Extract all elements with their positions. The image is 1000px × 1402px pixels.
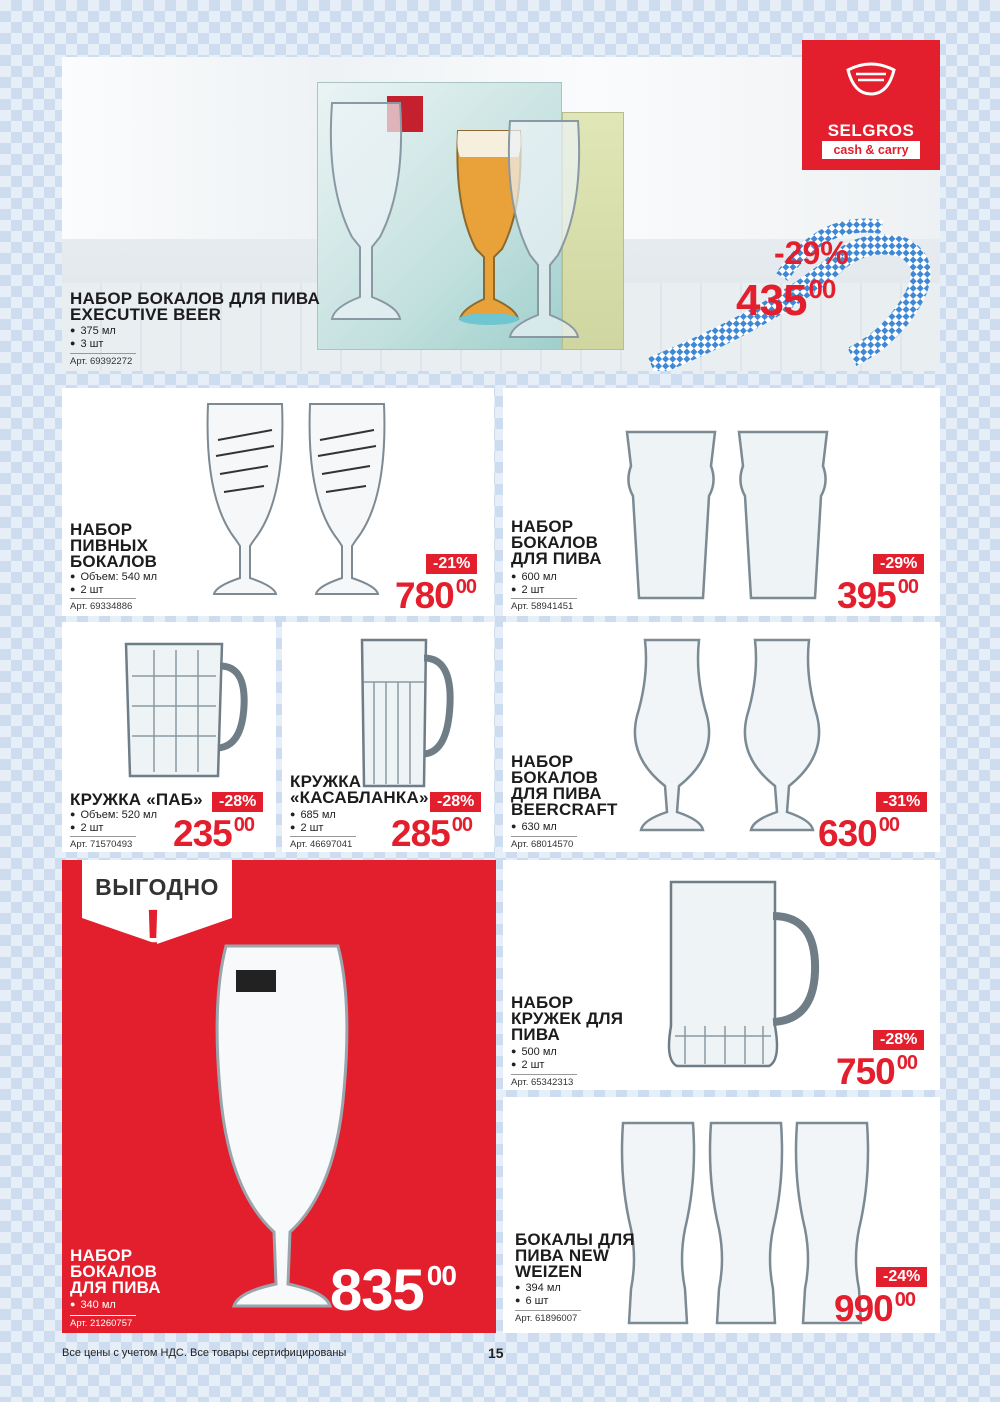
product-panel[interactable] [503, 388, 940, 616]
product-specs [70, 325, 116, 351]
promo-tag-text: ВЫГОДНО [95, 874, 219, 900]
product-title: КРУЖКА «КАСАБЛАНКА» [290, 772, 429, 807]
price [818, 815, 899, 852]
spec-item: ● 2 шт [511, 584, 557, 597]
price [173, 815, 254, 852]
discount-badge: -24% [876, 1267, 927, 1287]
product-title: КРУЖКА «ПАБ» [70, 790, 203, 809]
price-kopecks: 00 [878, 814, 899, 836]
article-number: Арт. 71570493 [70, 836, 136, 850]
discount-badge: -21% [426, 554, 477, 574]
product-specs [511, 1046, 557, 1072]
pub-mug-illustration [118, 636, 248, 784]
product-specs [70, 571, 157, 597]
price [330, 1258, 456, 1323]
spec-item: ● 375 мл [70, 325, 116, 338]
glass-mug-illustration [655, 876, 825, 1072]
price [837, 577, 918, 614]
spec-item: ● 2 шт [511, 1059, 557, 1072]
price-rubles: 435 [736, 276, 807, 325]
spec-item: ● 500 мл [511, 1046, 557, 1059]
discount-badge: -28% [873, 1030, 924, 1050]
price-rubles: 835 [330, 1258, 424, 1323]
exclamation-icon: ! [143, 898, 163, 963]
price [391, 815, 472, 852]
product-panel[interactable] [62, 388, 494, 616]
shopping-basket-icon [844, 60, 898, 98]
price-rubles: 395 [837, 575, 896, 616]
article-number: Арт. 21260757 [70, 1315, 136, 1329]
price [736, 274, 836, 325]
article-number: Арт. 68014570 [511, 836, 577, 850]
price-rubles: 990 [834, 1288, 893, 1329]
article-number: Арт. 46697041 [290, 836, 356, 850]
product-title: БОКАЛЫ ДЛЯ ПИВА NEW WEIZEN [515, 1230, 635, 1281]
nonic-glass-illustration [621, 426, 721, 606]
price-kopecks: 00 [233, 814, 254, 836]
price-kopecks: 00 [897, 576, 918, 598]
product-title: НАБОР БОКАЛОВ ДЛЯ ПИВА BEERCRAFT [511, 752, 618, 819]
product-title: НАБОР БОКАЛОВ ДЛЯ ПИВА EXECUTIVE BEER [70, 289, 321, 324]
discount-badge: -28% [212, 792, 263, 812]
promo-product-panel[interactable] [62, 860, 496, 1333]
product-specs [511, 821, 557, 834]
weizen-glass-illustration [615, 1119, 701, 1329]
page-number: 15 [488, 1345, 504, 1361]
article-number: Арт. 65342313 [511, 1074, 577, 1088]
product-panel[interactable] [503, 1097, 940, 1333]
spec-item: ● 394 мл [515, 1282, 561, 1295]
price-rubles: 285 [391, 813, 450, 852]
discount-badge: -29% [873, 554, 924, 574]
product-specs [70, 1299, 116, 1312]
price-kopecks: 00 [451, 814, 472, 836]
product-title: НАБОР БОКАЛОВ ДЛЯ ПИВА [511, 517, 602, 568]
product-panel[interactable] [62, 622, 276, 852]
price [836, 1053, 917, 1090]
product-title: НАБОР ПИВНЫХ БОКАЛОВ [70, 520, 158, 571]
spec-item: ● 6 шт [515, 1295, 561, 1308]
executive-glass-right-illustration [502, 115, 586, 345]
price-kopecks: 00 [426, 1260, 456, 1291]
product-specs [70, 809, 157, 835]
spec-item: ● 340 мл [70, 1299, 116, 1312]
brand-name: SELGROS [827, 121, 915, 140]
product-specs [511, 571, 557, 597]
price [834, 1290, 915, 1327]
discount-badge: -31% [876, 792, 927, 812]
weizen-glass-illustration [703, 1119, 789, 1329]
nonic-glass-illustration [733, 426, 833, 606]
pilsner-glass-illustration [304, 400, 390, 600]
tulip-glass-illustration [627, 636, 717, 836]
footer-disclaimer: Все цены с учетом НДС. Все товары сертифицированы [62, 1347, 347, 1359]
price-rubles: 235 [173, 813, 232, 852]
product-title: НАБОР КРУЖЕК ДЛЯ ПИВА [511, 993, 624, 1044]
price-rubles: 750 [836, 1051, 895, 1090]
tulip-glass-illustration [737, 636, 827, 836]
discount-label: -29% [774, 235, 849, 271]
spec-item: ● 2 шт [70, 822, 157, 835]
spec-item: ● Объем: 540 мл [70, 571, 157, 584]
spec-item: ● 630 мл [511, 821, 557, 834]
price [395, 577, 476, 614]
article-number: Арт. 69334886 [70, 598, 136, 612]
price-kopecks: 00 [808, 274, 836, 304]
article-number: Арт. 58941451 [511, 598, 577, 612]
casablanca-mug-illustration [356, 634, 456, 794]
price-kopecks: 00 [455, 576, 476, 598]
product-panel[interactable] [503, 860, 940, 1090]
spec-item: ● 685 мл [290, 809, 336, 822]
brand-tagline: cash & carry [822, 141, 920, 159]
price-kopecks: 00 [894, 1289, 915, 1311]
article-number: Арт. 61896007 [515, 1310, 581, 1324]
pilsner-glass-illustration [202, 400, 288, 600]
price-rubles: 780 [395, 575, 454, 616]
product-specs [515, 1282, 561, 1308]
price-kopecks: 00 [896, 1052, 917, 1074]
spec-item: ● Объем: 520 мл [70, 809, 157, 822]
product-specs [290, 809, 336, 835]
price-rubles: 630 [818, 813, 877, 852]
product-title: НАБОР БОКАЛОВ ДЛЯ ПИВА [70, 1246, 161, 1297]
spec-item: ● 600 мл [511, 571, 557, 584]
discount-badge: -28% [430, 792, 481, 812]
selgros-logo[interactable] [802, 40, 940, 170]
spec-item: ● 3 шт [70, 338, 116, 351]
article-number: Арт. 69392272 [70, 353, 136, 367]
product-panel[interactable] [503, 622, 940, 852]
spec-item: ● 2 шт [70, 584, 157, 597]
product-panel[interactable] [282, 622, 494, 852]
spec-item: ● 2 шт [290, 822, 336, 835]
